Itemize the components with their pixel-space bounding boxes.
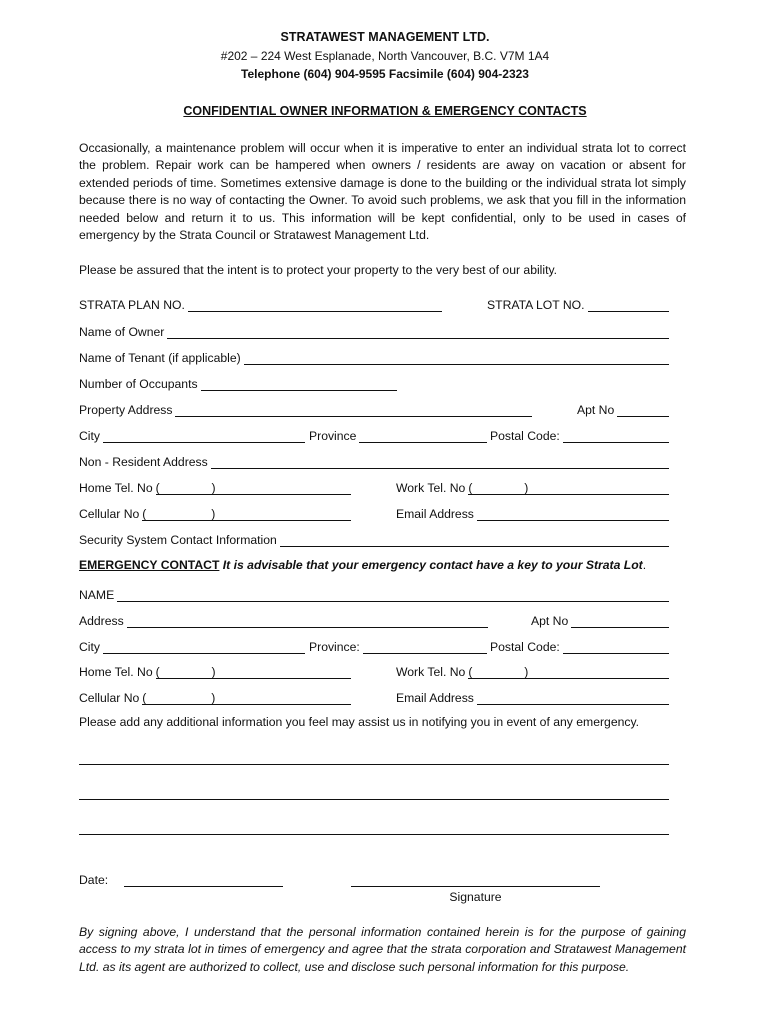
ec-work-tel-line[interactable] [528,665,669,679]
tenant-name-label: Name of Tenant (if applicable) [79,351,241,365]
non-resident-line[interactable] [211,455,669,469]
property-address-row [79,401,669,419]
ec-postal-code-label: Postal Code: [490,640,560,654]
ec-apt-no-field[interactable] [531,612,669,628]
assurance-text: Please be assured that the intent is to protect your property to the very best of our ability. [79,263,558,277]
cellular-label: Cellular No [79,507,140,521]
additional-info-line-2[interactable] [79,799,669,800]
ec-postal-code-line[interactable] [563,640,669,654]
additional-info-line-3[interactable] [79,834,669,835]
ec-province-line[interactable] [363,640,487,654]
home-tel-field[interactable] [79,479,351,495]
apt-no-field[interactable] [577,401,669,417]
ec-cellular-line[interactable] [215,691,351,705]
city-label: City [79,429,100,443]
ec-work-tel-field[interactable] [396,663,669,679]
owner-name-field[interactable] [79,323,669,339]
additional-info-row [79,715,669,733]
security-field[interactable] [79,531,669,547]
ec-email-label: Email Address [396,691,474,705]
home-tel-line[interactable] [216,481,351,495]
emergency-note: It is advisable that your emergency contact have a key to your Strata Lot [222,558,643,572]
security-line[interactable] [280,533,669,547]
security-label: Security System Contact Information [79,533,277,547]
cellular-field[interactable] [79,505,351,521]
emergency-heading [79,558,646,572]
property-address-line[interactable] [175,403,532,417]
occupants-line[interactable] [201,377,397,391]
ec-home-tel-field[interactable] [79,663,351,679]
email-line[interactable] [477,507,669,521]
strata-row [79,296,669,314]
ec-email-field[interactable] [396,689,669,705]
non-resident-row [79,453,669,471]
ec-name-field[interactable] [79,586,669,602]
owner-phone-row [79,479,669,497]
ec-cell-row [79,689,669,707]
province-field[interactable] [309,427,487,443]
ec-city-field[interactable] [79,638,305,654]
home-tel-area-code[interactable]: ( ) [155,481,216,495]
strata-plan-field[interactable] [79,296,442,312]
province-label: Province [309,429,357,443]
work-tel-field[interactable] [396,479,669,495]
city-line[interactable] [103,429,305,443]
ec-cellular-field[interactable] [79,689,351,705]
ec-name-line[interactable] [117,588,669,602]
intro-paragraph: Occasionally, a maintenance problem will occur when it is imperative to enter an individual strata lot to correct the problem. Repair work can be hampered when owners / residents are away on vacation or absent for extended periods of time. Sometimes extensive damage is done to the building or the individual strata lot simply because there is no way of contacting the Owner. To avoid such problems, we ask that you fill in the information needed below and return it to us. This information will be kept confidential, only to be used in cases of emergency by the Strata Council or Stratawest Management Ltd. [79,141,686,243]
tenant-name-row [79,349,669,367]
security-row [79,531,669,549]
ec-apt-no-line[interactable] [571,614,669,628]
ec-city-label: City [79,640,100,654]
cellular-line[interactable] [215,507,351,521]
strata-lot-line[interactable] [588,298,669,312]
postal-code-label: Postal Code: [490,429,560,443]
apt-no-label: Apt No [577,403,615,417]
ec-address-row [79,612,669,630]
city-row [79,427,669,445]
ec-cellular-label: Cellular No [79,691,140,705]
non-resident-label: Non - Resident Address [79,455,208,469]
postal-code-line[interactable] [563,429,669,443]
ec-address-line[interactable] [127,614,488,628]
ec-address-label: Address [79,614,124,628]
property-address-label: Property Address [79,403,173,417]
ec-province-label: Province: [309,640,360,654]
ec-apt-no-label: Apt No [531,614,569,628]
tenant-name-line[interactable] [244,351,669,365]
consent-disclaimer: By signing above, I understand that the personal information contained herein is for the purpose of gaining access to my strata lot in times of emergency and agree that the strata corporation and Stratawest Management Ltd. as its agent are authorized to collect, use and disclose such personal information for this purpose. [79,925,686,974]
strata-plan-label: STRATA PLAN NO. [79,298,185,312]
work-tel-label: Work Tel. No [396,481,466,495]
ec-home-tel-area-code[interactable]: ( ) [155,665,216,679]
ec-name-label: NAME [79,588,115,602]
ec-work-tel-label: Work Tel. No [396,665,466,679]
email-field[interactable] [396,505,669,521]
ec-home-tel-line[interactable] [216,665,351,679]
tenant-name-field[interactable] [79,349,669,365]
additional-info-label: Please add any additional information you feel may assist us in notifying you in event of any emergency. [79,715,640,729]
owner-name-row [79,323,669,341]
strata-plan-line[interactable] [188,298,442,312]
occupants-field[interactable] [79,375,397,391]
ec-postal-code-field[interactable] [490,638,669,654]
company-name: STRATAWEST MANAGEMENT LTD. [280,30,490,44]
strata-lot-label: STRATA LOT NO. [487,298,585,312]
owner-cell-row [79,505,669,523]
ec-province-field[interactable] [309,638,487,654]
city-field[interactable] [79,427,305,443]
ec-address-field[interactable] [79,612,488,628]
company-address: #202 – 224 West Esplanade, North Vancouver, B.C. V7M 1A4 [220,49,550,63]
owner-name-line[interactable] [167,325,669,339]
emergency-title: EMERGENCY CONTACT [79,558,220,572]
email-label: Email Address [396,507,474,521]
date-label: Date: [79,873,109,887]
occupants-row [79,375,669,393]
postal-code-field[interactable] [490,427,669,443]
ec-phone-row [79,663,669,681]
home-tel-label: Home Tel. No [79,481,153,495]
additional-info-line-1[interactable] [79,764,669,765]
work-tel-line[interactable] [528,481,669,495]
signature-label: Signature [449,890,502,904]
work-tel-area-code[interactable]: ( ) [468,481,529,495]
emergency-note-end: . [642,558,647,572]
signature-line[interactable] [351,886,600,887]
ec-city-line[interactable] [103,640,305,654]
strata-lot-field[interactable] [487,296,669,312]
cellular-area-code[interactable]: ( ) [142,507,216,521]
ec-name-row [79,586,669,604]
non-resident-field[interactable] [79,453,669,469]
date-line[interactable] [124,886,283,887]
apt-no-line[interactable] [617,403,669,417]
owner-name-label: Name of Owner [79,325,165,339]
company-phones: Telephone (604) 904-9595 Facsimile (604) 904-2323 [241,67,529,81]
property-address-field[interactable] [79,401,532,417]
ec-city-row [79,638,669,656]
province-line[interactable] [359,429,487,443]
ec-home-tel-label: Home Tel. No [79,665,153,679]
ec-cellular-area-code[interactable]: ( ) [142,691,216,705]
form-title: CONFIDENTIAL OWNER INFORMATION & EMERGENCY CONTACTS [183,104,587,118]
ec-work-tel-area-code[interactable]: ( ) [468,665,529,679]
ec-email-line[interactable] [477,691,669,705]
occupants-label: Number of Occupants [79,377,198,391]
